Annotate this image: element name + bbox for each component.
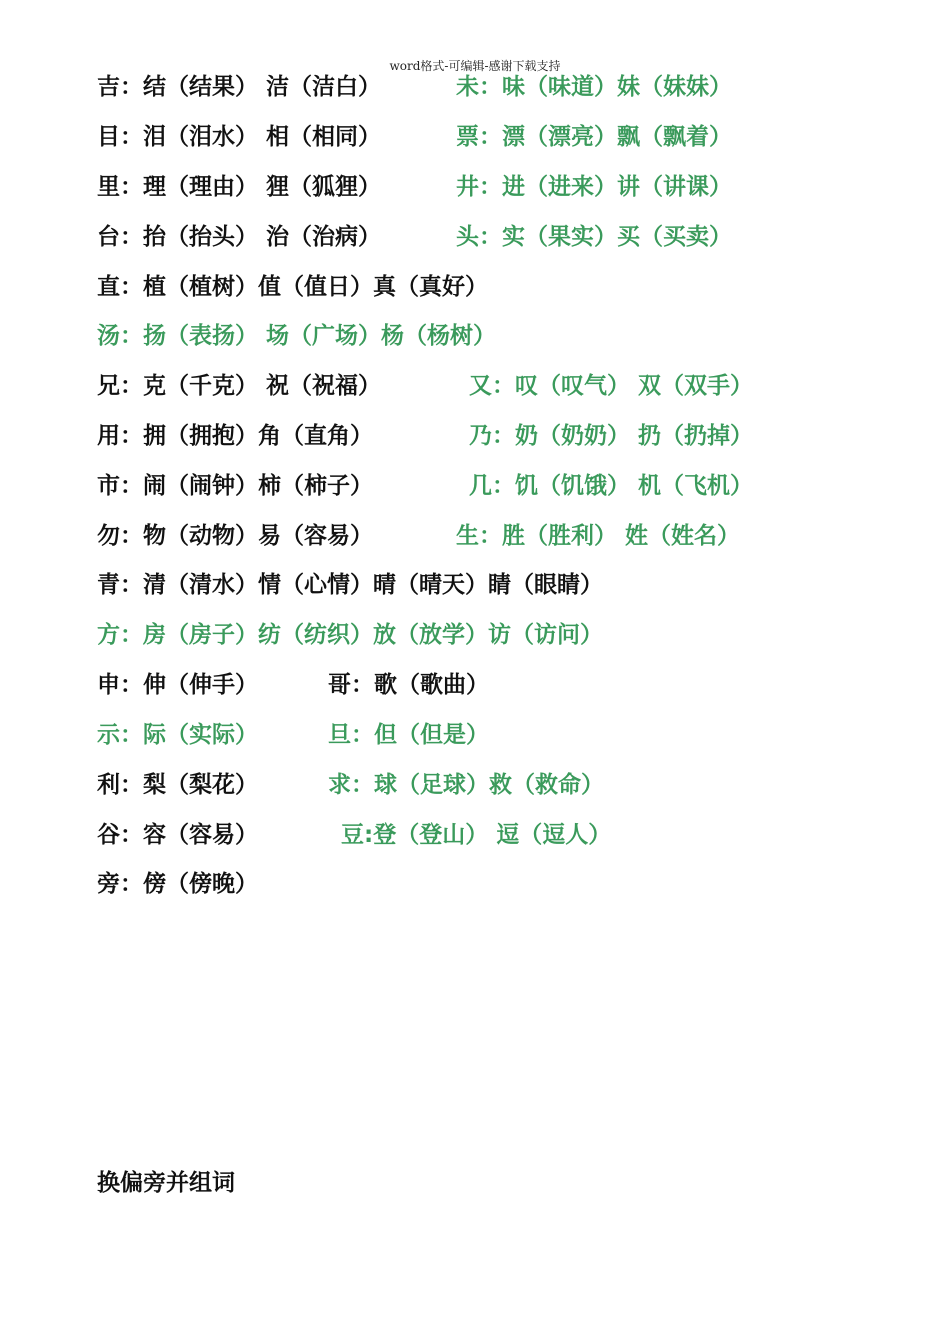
row-15-left: 利：梨（梨花）	[97, 772, 258, 798]
section-title: 换偏旁并组词	[97, 1170, 235, 1196]
row-2-left: 目：泪（泪水） 相（相同）	[97, 124, 382, 150]
row-13-right: 哥：歌（歌曲）	[328, 672, 489, 698]
row-4-right: 头：实（果实）买（买卖）	[456, 224, 732, 250]
row-5-left: 直：植（植树）值（值日）真（真好）	[97, 274, 488, 300]
page-header: word格式-可编辑-感谢下载支持	[389, 59, 561, 73]
row-6-full: 汤：扬（表扬） 场（广场）杨（杨树）	[97, 323, 497, 349]
row-16-right: 豆:登（登山） 逗（逗人）	[341, 822, 612, 848]
row-3-left: 里：理（理由） 狸（狐狸）	[97, 174, 382, 200]
row-3-right: 井：进（进来）讲（讲课）	[456, 174, 732, 200]
row-1-left: 吉：结（结果） 洁（洁白）	[97, 74, 382, 100]
row-13-left: 申：伸（伸手）	[97, 672, 258, 698]
row-1-right: 未：味（味道）妹（妹妹）	[456, 74, 732, 100]
row-8-right: 乃：奶（奶奶） 扔（扔掉）	[469, 423, 754, 449]
row-14-right: 旦：但（但是）	[328, 722, 489, 748]
row-8-left: 用：拥（拥抱）角（直角）	[97, 423, 373, 449]
row-10-left: 勿：物（动物）易（容易）	[97, 523, 373, 549]
row-7-left: 兄：克（千克） 祝（祝福）	[97, 373, 382, 399]
row-12-full: 方：房（房子）纺（纺织）放（放学）访（访问）	[97, 622, 603, 648]
row-10-right: 生：胜（胜利） 姓（姓名）	[456, 523, 741, 549]
row-9-right: 几：饥（饥饿） 机（飞机）	[469, 473, 754, 499]
row-15-right: 求：球（足球）救（救命）	[328, 772, 604, 798]
row-7-right: 又：叹（叹气） 双（双手）	[469, 373, 754, 399]
row-14-left: 示：际（实际）	[97, 722, 258, 748]
row-2-right: 票：漂（漂亮）飘（飘着）	[456, 124, 732, 150]
row-17-left: 旁：傍（傍晚）	[97, 871, 258, 897]
row-11-left: 青：清（清水）情（心情）晴（晴天）睛（眼睛）	[97, 572, 603, 598]
row-16-left: 谷：容（容易）	[97, 822, 258, 848]
row-4-left: 台：抬（抬头） 治（治病）	[97, 224, 382, 250]
row-9-left: 市：闹（闹钟）柿（柿子）	[97, 473, 373, 499]
